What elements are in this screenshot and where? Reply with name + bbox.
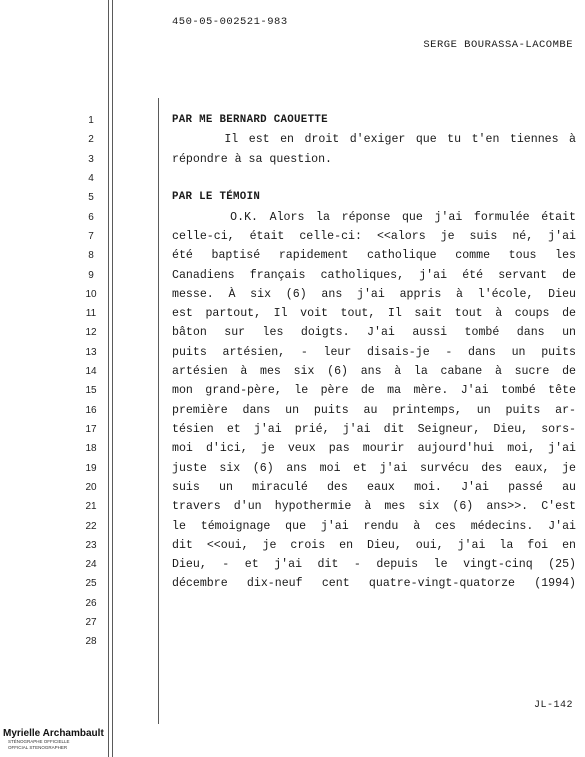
transcript-line: mon grand-père, le père de ma mère. J'ai tombé tête [172, 384, 576, 397]
line-number: 5 [88, 192, 94, 203]
line-number: 7 [88, 231, 94, 242]
left-margin-rule-inner [112, 0, 113, 757]
file-number: 450-05-002521-983 [172, 16, 288, 28]
line-number: 16 [85, 405, 97, 416]
transcript-line: puits artésien, - leur disais-je - dans un puits [172, 346, 576, 359]
line-number: 18 [85, 443, 97, 454]
line-number: 11 [85, 308, 97, 319]
line-number: 19 [85, 463, 97, 474]
transcript-line: est partout, Il voit tout, Il sait tout à coups de [172, 307, 576, 320]
line-number: 24 [85, 559, 97, 570]
transcript-line: répondre à sa question. [172, 153, 333, 166]
stenographer-name: Myrielle Archambault [3, 728, 104, 739]
transcript-line: première dans un puits au printemps, un puits ar- [172, 404, 576, 417]
transcript-line: O.K. Alors la réponse que j'ai formulée était [172, 211, 576, 224]
line-number: 10 [85, 289, 97, 300]
line-number: 1 [88, 115, 94, 126]
line-number: 14 [85, 366, 97, 377]
stenographer-title-fr: STÉNOGRAPHE OFFICIELLE [8, 739, 70, 744]
line-number: 8 [88, 250, 94, 261]
line-number: 21 [85, 501, 97, 512]
line-number: 12 [85, 327, 97, 338]
stenographer-logo [3, 728, 104, 750]
transcript-line: dit <<oui, je crois en Dieu, oui, j'ai la foi en [172, 539, 576, 552]
transcript-line: bâton sur les doigts. J'ai aussi tombé dans un [172, 326, 576, 339]
transcript-line: moi d'ici, je veux pas mourir aujourd'hui moi, j'ai [172, 442, 576, 455]
line-number: 6 [88, 212, 94, 223]
page-code: JL-142 [533, 700, 573, 711]
line-number: 28 [85, 636, 97, 647]
transcript-line: Canadiens français catholiques, j'ai été servant de [172, 269, 576, 282]
transcript-line: tésien et j'ai prié, j'ai dit Seigneur, Dieu, sors- [172, 423, 576, 436]
speaker-heading: PAR ME BERNARD CAOUETTE [172, 114, 328, 126]
line-number: 22 [85, 521, 97, 532]
transcript-line: le témoignage que j'ai rendu à ces médecins. J'ai [172, 520, 576, 533]
line-number: 27 [85, 617, 97, 628]
line-number: 2 [88, 134, 94, 145]
transcript-line: suis un miraculé des eaux moi. J'ai passé au [172, 481, 576, 494]
line-number: 25 [85, 578, 97, 589]
line-number: 20 [85, 482, 97, 493]
transcript-line: messe. À six (6) ans j'ai appris à l'école, Dieu [172, 288, 576, 301]
transcript-line: été baptisé rapidement catholique comme tous les [172, 249, 576, 262]
witness-name: SERGE BOURASSA-LACOMBE [423, 39, 573, 51]
line-number: 23 [85, 540, 97, 551]
left-margin-rule-outer [108, 0, 109, 757]
line-number: 4 [88, 173, 94, 184]
speaker-heading: PAR LE TÉMOIN [172, 191, 261, 203]
stenographer-title-en: OFFICIAL STENOGRAPHER [8, 744, 68, 750]
transcript-line: artésien à mes six (6) ans à la cabane à sucre de [172, 365, 576, 378]
line-number: 15 [85, 385, 97, 396]
transcript-line: Dieu, - et j'ai dit - depuis le vingt-cinq (25) [172, 558, 576, 571]
transcript-line: Il est en droit d'exiger que tu t'en tiennes à [172, 133, 576, 146]
transcript-line: décembre dix-neuf cent quatre-vingt-quatorze (1994) [172, 577, 576, 590]
text-margin-rule [158, 98, 159, 724]
line-number: 26 [85, 598, 97, 609]
transcript-line: celle-ci, était celle-ci: <<alors je suis né, j'ai [172, 230, 576, 243]
line-number: 3 [88, 154, 94, 165]
transcript-line: juste six (6) ans moi et j'ai survécu des eaux, je [172, 462, 576, 475]
transcript-line: travers d'un hypothermie à mes six (6) ans>>. C'est [172, 500, 576, 513]
line-number: 13 [85, 347, 97, 358]
line-number: 9 [88, 270, 94, 281]
line-number: 17 [85, 424, 97, 435]
